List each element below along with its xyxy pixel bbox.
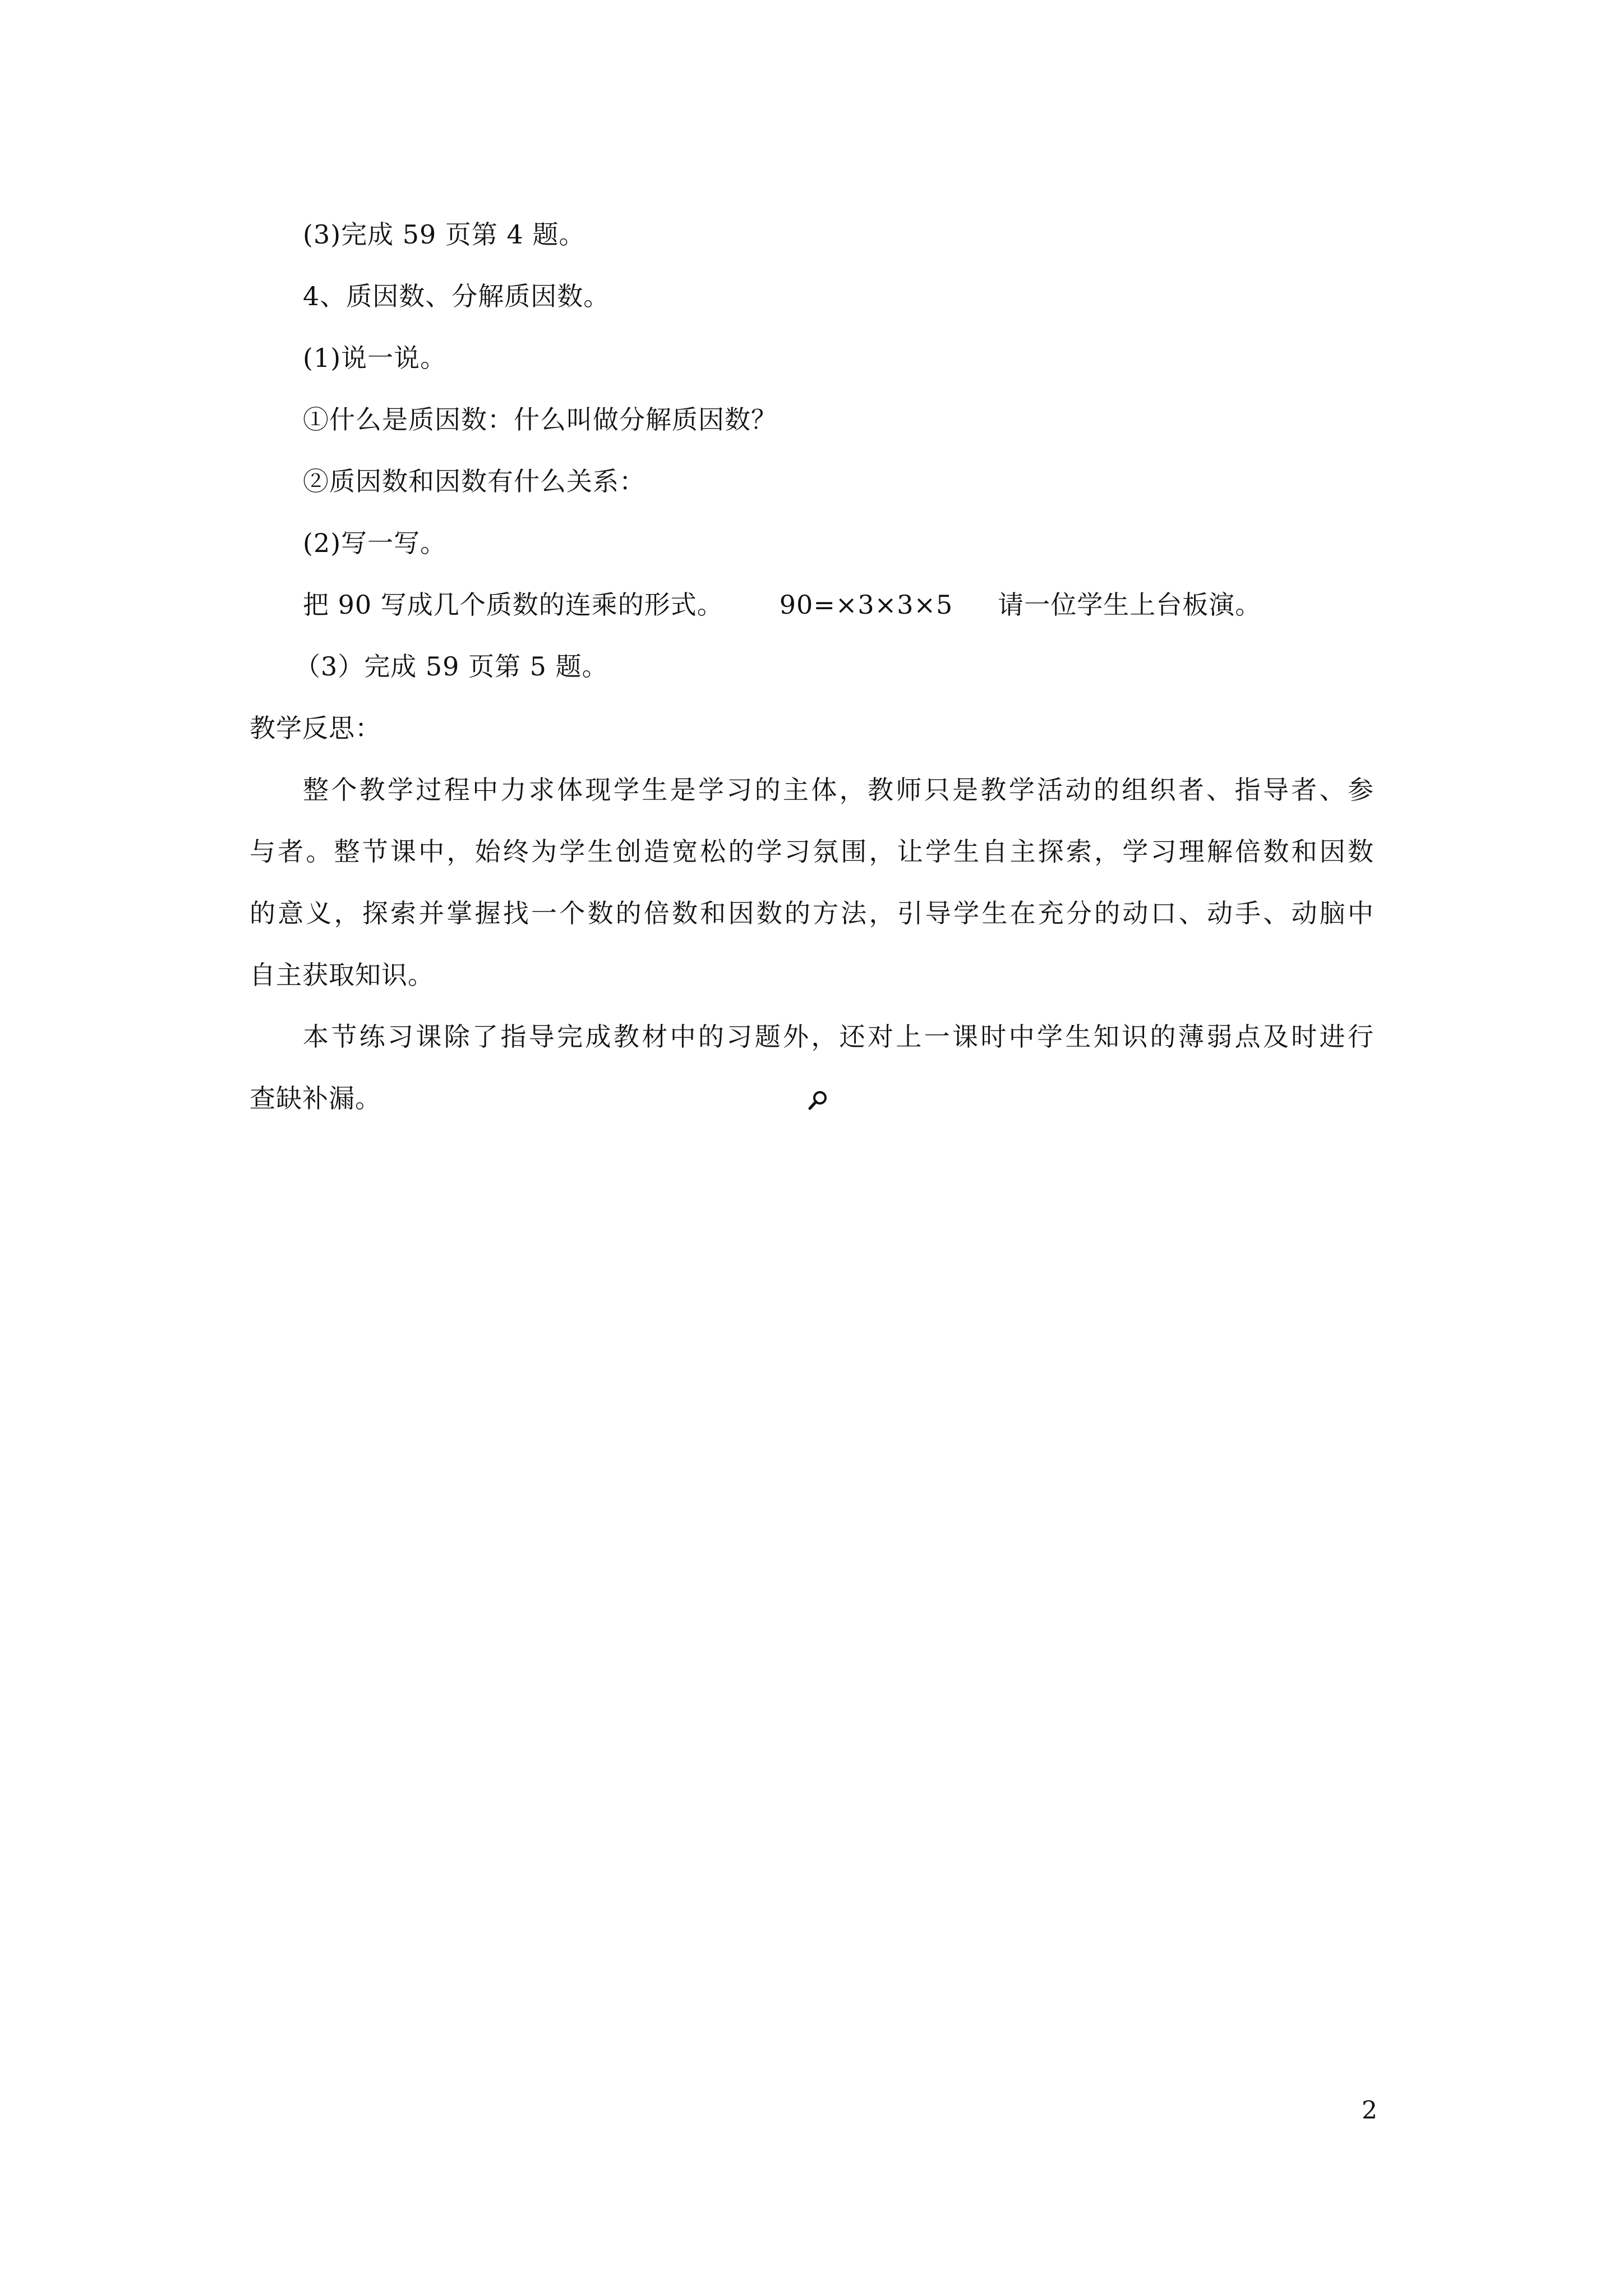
factorization-task: 把 90 写成几个质数的连乘的形式。 xyxy=(303,590,723,620)
reflection-p1-line-2: 与者。整节课中，始终为学生创造宽松的学习氛围，让学生自主探索，学习理解倍数和因数 xyxy=(250,836,1374,867)
reflection-p1-line-1: 整个教学过程中力求体现学生是学习的主体，教师只是教学活动的组织者、指导者、参 xyxy=(303,775,1374,805)
factorization-note: 请一位学生上台板演。 xyxy=(998,590,1262,620)
factorization-equation: 90=×3×3×5 xyxy=(779,590,953,620)
page-number: 2 xyxy=(1362,2096,1377,2125)
exercise-4-line: (3)完成 59 页第 4 题。 xyxy=(303,219,585,250)
question-1-line: ①什么是质因数：什么叫做分解质因数？ xyxy=(303,404,777,435)
say-it-line: (1)说一说。 xyxy=(303,343,447,373)
write-it-line: (2)写一写。 xyxy=(303,528,447,558)
reflection-heading: 教学反思： xyxy=(250,713,381,743)
reflection-p1-line-3: 的意义，探索并掌握找一个数的倍数和因数的方法，引导学生在充分的动口、动手、动脑中 xyxy=(250,898,1374,928)
search-icon xyxy=(805,1088,830,1113)
question-2-line: ②质因数和因数有什么关系： xyxy=(303,466,645,496)
section-4-heading: 4、质因数、分解质因数。 xyxy=(303,281,610,311)
reflection-p1-line-4: 自主获取知识。 xyxy=(250,960,434,990)
reflection-p2-line-1: 本节练习课除了指导完成教材中的习题外，还对上一课时中学生知识的薄弱点及时进行 xyxy=(303,1022,1374,1052)
reflection-p2-line-2: 查缺补漏。 xyxy=(250,1083,381,1114)
factorization-line xyxy=(303,588,1261,622)
exercise-5-line: （3）完成 59 页第 5 题。 xyxy=(294,651,608,682)
